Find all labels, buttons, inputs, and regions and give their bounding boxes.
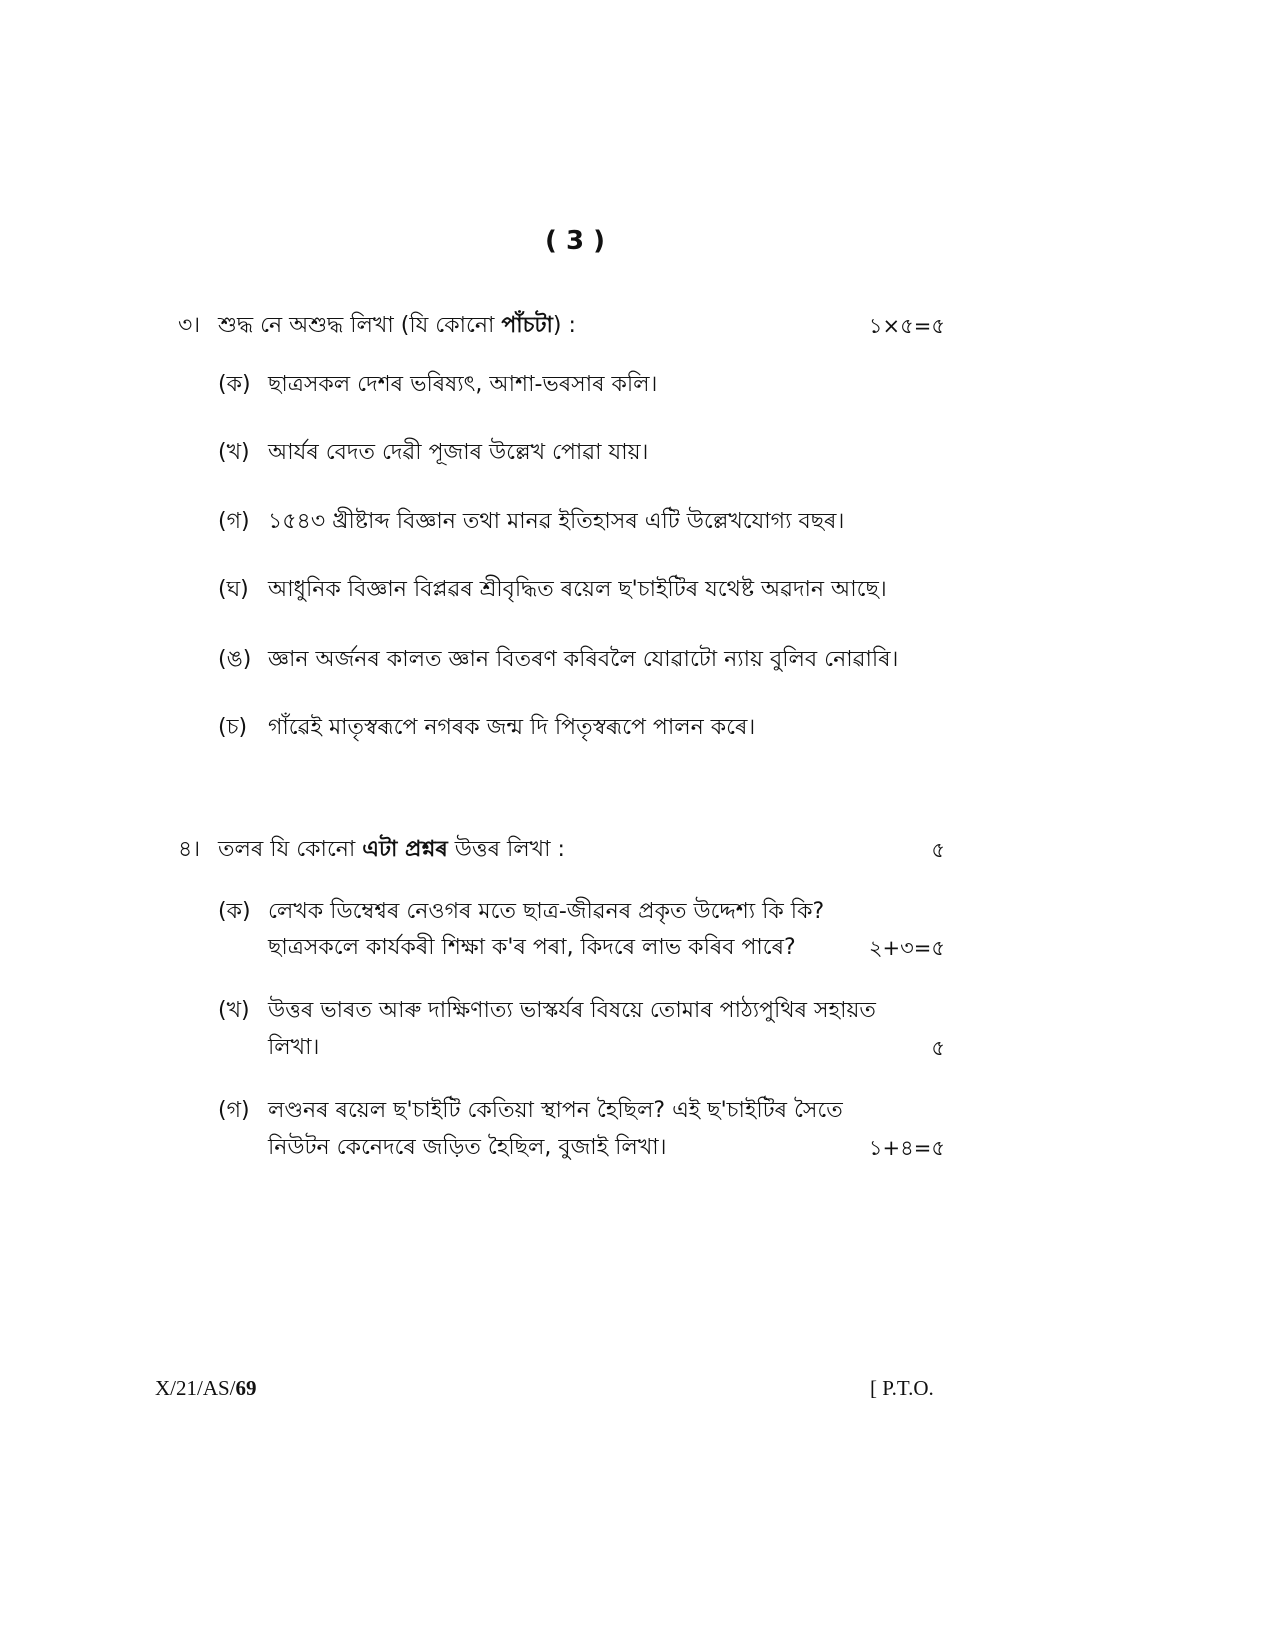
q4-marks: ৫ — [931, 838, 945, 862]
q3-instruction: শুদ্ধ নে অশুদ্ধ লিখা (যি কোনো পাঁচটা) : — [218, 313, 576, 338]
q3-item-label: (ক) — [218, 372, 251, 397]
pto-marker: [ P.T.O. — [870, 1376, 934, 1400]
q3-item-label: (গ) — [218, 509, 250, 534]
page-number: ( 3 ) — [545, 226, 605, 256]
q3-item-text: ছাত্রসকল দেশৰ ভৰিষ্যৎ, আশা-ভৰসাৰ কলি। — [268, 372, 658, 397]
q3-item-label: (চ) — [218, 715, 248, 740]
q4-item-marks: ২+৩=৫ — [868, 936, 945, 960]
q4-item-line1: লেখক ডিম্বেশ্বৰ নেওগৰ মতে ছাত্ৰ-জীৱনৰ প্ৰকৃত উদ্দেশ্য কি কি? — [268, 899, 825, 924]
paper-code: X/21/AS/69 — [155, 1376, 257, 1400]
q4-item-marks: ১+৪=৫ — [868, 1136, 945, 1160]
q4-item-marks: ৫ — [931, 1036, 945, 1060]
q3-number: ৩। — [178, 313, 201, 338]
q3-item-text: আধুনিক বিজ্ঞান বিপ্লৱৰ শ্ৰীবৃদ্ধিত ৰয়েল ছ'চাইটিৰ যথেষ্ট অৱদান আছে। — [268, 577, 887, 602]
q4-item-line1: লণ্ডনৰ ৰয়েল ছ'চাইটি কেতিয়া স্থাপন হৈছিল? এই ছ'চাইটিৰ সৈতে — [268, 1098, 843, 1123]
q3-item-text: জ্ঞান অৰ্জনৰ কালত জ্ঞান বিতৰণ কৰিবলৈ যোৱাটো ন্যায় বুলিব নোৱাৰি। — [268, 647, 899, 672]
q3-item-text: আৰ্যৰ বেদত দেৱী পূজাৰ উল্লেখ পোৱা যায়। — [268, 440, 649, 465]
q3-item-label: (খ) — [218, 440, 250, 465]
q4-item-label: (গ) — [218, 1098, 250, 1123]
q4-item-label: (ক) — [218, 899, 251, 924]
q4-item-label: (খ) — [218, 998, 250, 1023]
q4-instruction: তলৰ যি কোনো এটা প্ৰশ্নৰ উত্তৰ লিখা : — [218, 837, 565, 862]
q4-number: ৪। — [178, 837, 201, 862]
q4-item-line2: ছাত্ৰসকলে কাৰ্যকৰী শিক্ষা ক'ৰ পৰা, কিদৰে লাভ কৰিব পাৰে? — [268, 935, 796, 960]
q3-item-label: (ঘ) — [218, 577, 249, 602]
q3-item-text: ১৫৪৩ খ্ৰীষ্টাব্দ বিজ্ঞান তথা মানৱ ইতিহাসৰ এটি উল্লেখযোগ্য বছৰ। — [268, 509, 845, 534]
q4-item-line2: লিখা। — [268, 1035, 320, 1060]
q3-item-label: (ঙ) — [218, 647, 252, 672]
q3-item-text: গাঁৱেই মাতৃস্বৰূপে নগৰক জন্ম দি পিতৃস্বৰূপে পালন কৰে। — [268, 715, 756, 740]
q4-item-line2: নিউটন কেনেদৰে জড়িত হৈছিল, বুজাই লিখা। — [268, 1135, 667, 1160]
q4-item-line1: উত্তৰ ভাৰত আৰু দাক্ষিণাত্য ভাস্কৰ্যৰ বিষয়ে তোমাৰ পাঠ্যপুথিৰ সহায়ত — [268, 998, 876, 1023]
q3-marks: ১×৫=৫ — [868, 314, 945, 338]
